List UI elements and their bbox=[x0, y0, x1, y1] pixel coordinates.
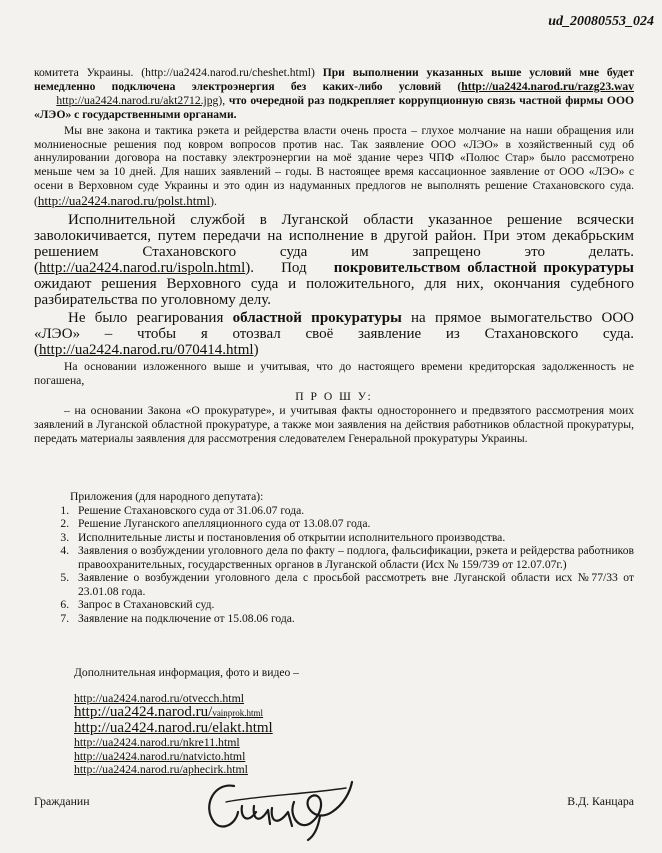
text: на прямое вымогательство ООО «ЛЭО» – чтобы я отозвал своё заявление из Стахановского суда. ( bbox=[34, 310, 634, 359]
link-vainprok[interactable] bbox=[74, 705, 273, 721]
attachment-item: 1. Решение Стахановского суда от 31.06.07 года. bbox=[72, 504, 634, 518]
link-otvecch[interactable]: http://ua2424.narod.ru/otvecch.html bbox=[74, 691, 245, 705]
link-aphecirk[interactable]: http://ua2424.narod.ru/aphecirk.html bbox=[74, 761, 248, 776]
link-ispoln[interactable]: http://ua2424.narod.ru/ispoln.html bbox=[39, 260, 246, 277]
link-main-text: http://ua2424.narod.ru/ bbox=[74, 704, 213, 721]
attachments-list bbox=[34, 504, 634, 626]
author-name: В.Д. Канцара bbox=[567, 794, 634, 808]
bold-text: При выполнении указанных выше условий мне будет немедленно подключена электроэнергия без каких-либо условий ( bbox=[34, 66, 635, 93]
link-nkre11[interactable]: http://ua2424.narod.ru/nkre11.html bbox=[74, 735, 240, 750]
paragraph-4 bbox=[34, 310, 634, 358]
text: Исполнительной службой в Луганской области указанное решение всячески заволокичивается, путем передачи на исполнение в другой район. При этом декабрьским решением Стахановского суда им запрещено это делать.( bbox=[34, 212, 634, 277]
request-text: – на основании Закона «О прокуратуре», и учитывая факты одностороннего и предвзятого рассмотрения моих заявлений в Луганской областной прокуратуре, а также мои заявления на действия работников областной прокуратуры, передать материалы заявления для рассмотрения следователем Генеральной прокуратуры Украины. bbox=[34, 403, 634, 445]
link-small-text: vainprok.html bbox=[212, 708, 264, 719]
request-title: П Р О Ш У: bbox=[295, 389, 373, 403]
handwritten-signature bbox=[196, 772, 366, 842]
citizen-label: Гражданин bbox=[34, 794, 90, 808]
text: ). Под bbox=[245, 260, 334, 277]
link-elakt[interactable]: http://ua2424.narod.ru/elakt.html bbox=[74, 720, 273, 737]
attachment-item: 7. Заявление на подключение от 15.08.06 года. bbox=[72, 612, 634, 626]
document-body bbox=[34, 66, 634, 446]
link-polst[interactable]: http://ua2424.narod.ru/polst.html bbox=[37, 193, 211, 209]
attachment-item: 2. Решение Луганского апелляционного суда от 13.08.07 года. bbox=[72, 517, 634, 531]
text: комитета Украины. ( bbox=[34, 66, 146, 79]
link-070414[interactable]: http://ua2424.narod.ru/070414.html bbox=[39, 342, 254, 359]
text: ), bbox=[218, 93, 229, 107]
paragraph-5: На основании изложенного выше и учитывая, что до настоящего времени кредиторская задолженность не погашена, bbox=[34, 360, 634, 388]
links-list bbox=[74, 692, 273, 776]
text bbox=[34, 94, 56, 107]
bold-text: областной прокуратуры bbox=[232, 310, 402, 327]
text: ожидают решения Верховного суда и положительного, для них, окончания судебного разбирательства по уголовному делу. bbox=[34, 276, 634, 309]
attachment-item: 4. Заявления о возбуждении уголовного дела по факту – подлога, фальсификации, рэкета и рейдерства работников правоохранительных, государственных органов в Луганской области (Исх № 159/739 от 12.07.07г.) bbox=[72, 544, 634, 571]
attachments-section bbox=[34, 490, 634, 625]
bold-text: покровительством областной прокуратуры bbox=[333, 260, 634, 277]
link-akt2712[interactable]: http://ua2424.narod.ru/akt2712.jpg bbox=[56, 93, 219, 107]
text: ) bbox=[253, 342, 259, 359]
attachments-title: Приложения (для народного депутата): bbox=[70, 490, 264, 503]
text: Не было реагирования bbox=[68, 310, 233, 327]
paragraph-2 bbox=[34, 124, 634, 210]
link-natvicto[interactable]: http://ua2424.narod.ru/natvicto.html bbox=[74, 748, 246, 763]
bold-text: что очередной раз подкрепляет коррупционную связь частной фирмы ООО «ЛЭО» с государственными органами. bbox=[34, 93, 634, 121]
paragraph-1 bbox=[34, 66, 634, 122]
attachment-item: 3. Исполнительные листы и постановления об открытии исполнительного производства. bbox=[72, 531, 634, 545]
attachment-item: 6. Запрос в Стахановский суд. bbox=[72, 598, 634, 612]
link-razg23[interactable]: http://ua2424.narod.ru/razg23.wav bbox=[461, 79, 634, 93]
paragraph-3 bbox=[34, 212, 634, 308]
link-cheshet[interactable]: http://ua2424.narod.ru/cheshet.html bbox=[145, 66, 311, 79]
document-id: ud_20080553_024 bbox=[548, 14, 654, 29]
text: ). bbox=[210, 195, 217, 209]
extra-info: Дополнительная информация, фото и видео – bbox=[74, 666, 299, 679]
text: Мы вне закона и тактика рэкета и рейдерства власти очень проста – глухое молчание на наши обращения или молниеносные решения под ковром вопросов против нас. Так заявление ООО «ЛЭО» в хозяйственный суд об аннулировании договора на поставку электроэнергии на моё здание через ЧПФ «Полюс Стар» было рассмотрено меньше чем за 10 дней. Для наших заявлений – годы. В настоящее время кассационное заявление от ООО «ЛЭО» с осени в Верховном суде Украины и это один из надуманных предлогов не выполнять решение Стахановского суда. ( bbox=[34, 123, 634, 209]
text: ) bbox=[310, 66, 323, 79]
attachment-item: 5. Заявление о возбуждении уголовного дела с просьбой рассмотреть вне Луганской области исх №77/33 от 23.01.08 года. bbox=[72, 571, 634, 598]
